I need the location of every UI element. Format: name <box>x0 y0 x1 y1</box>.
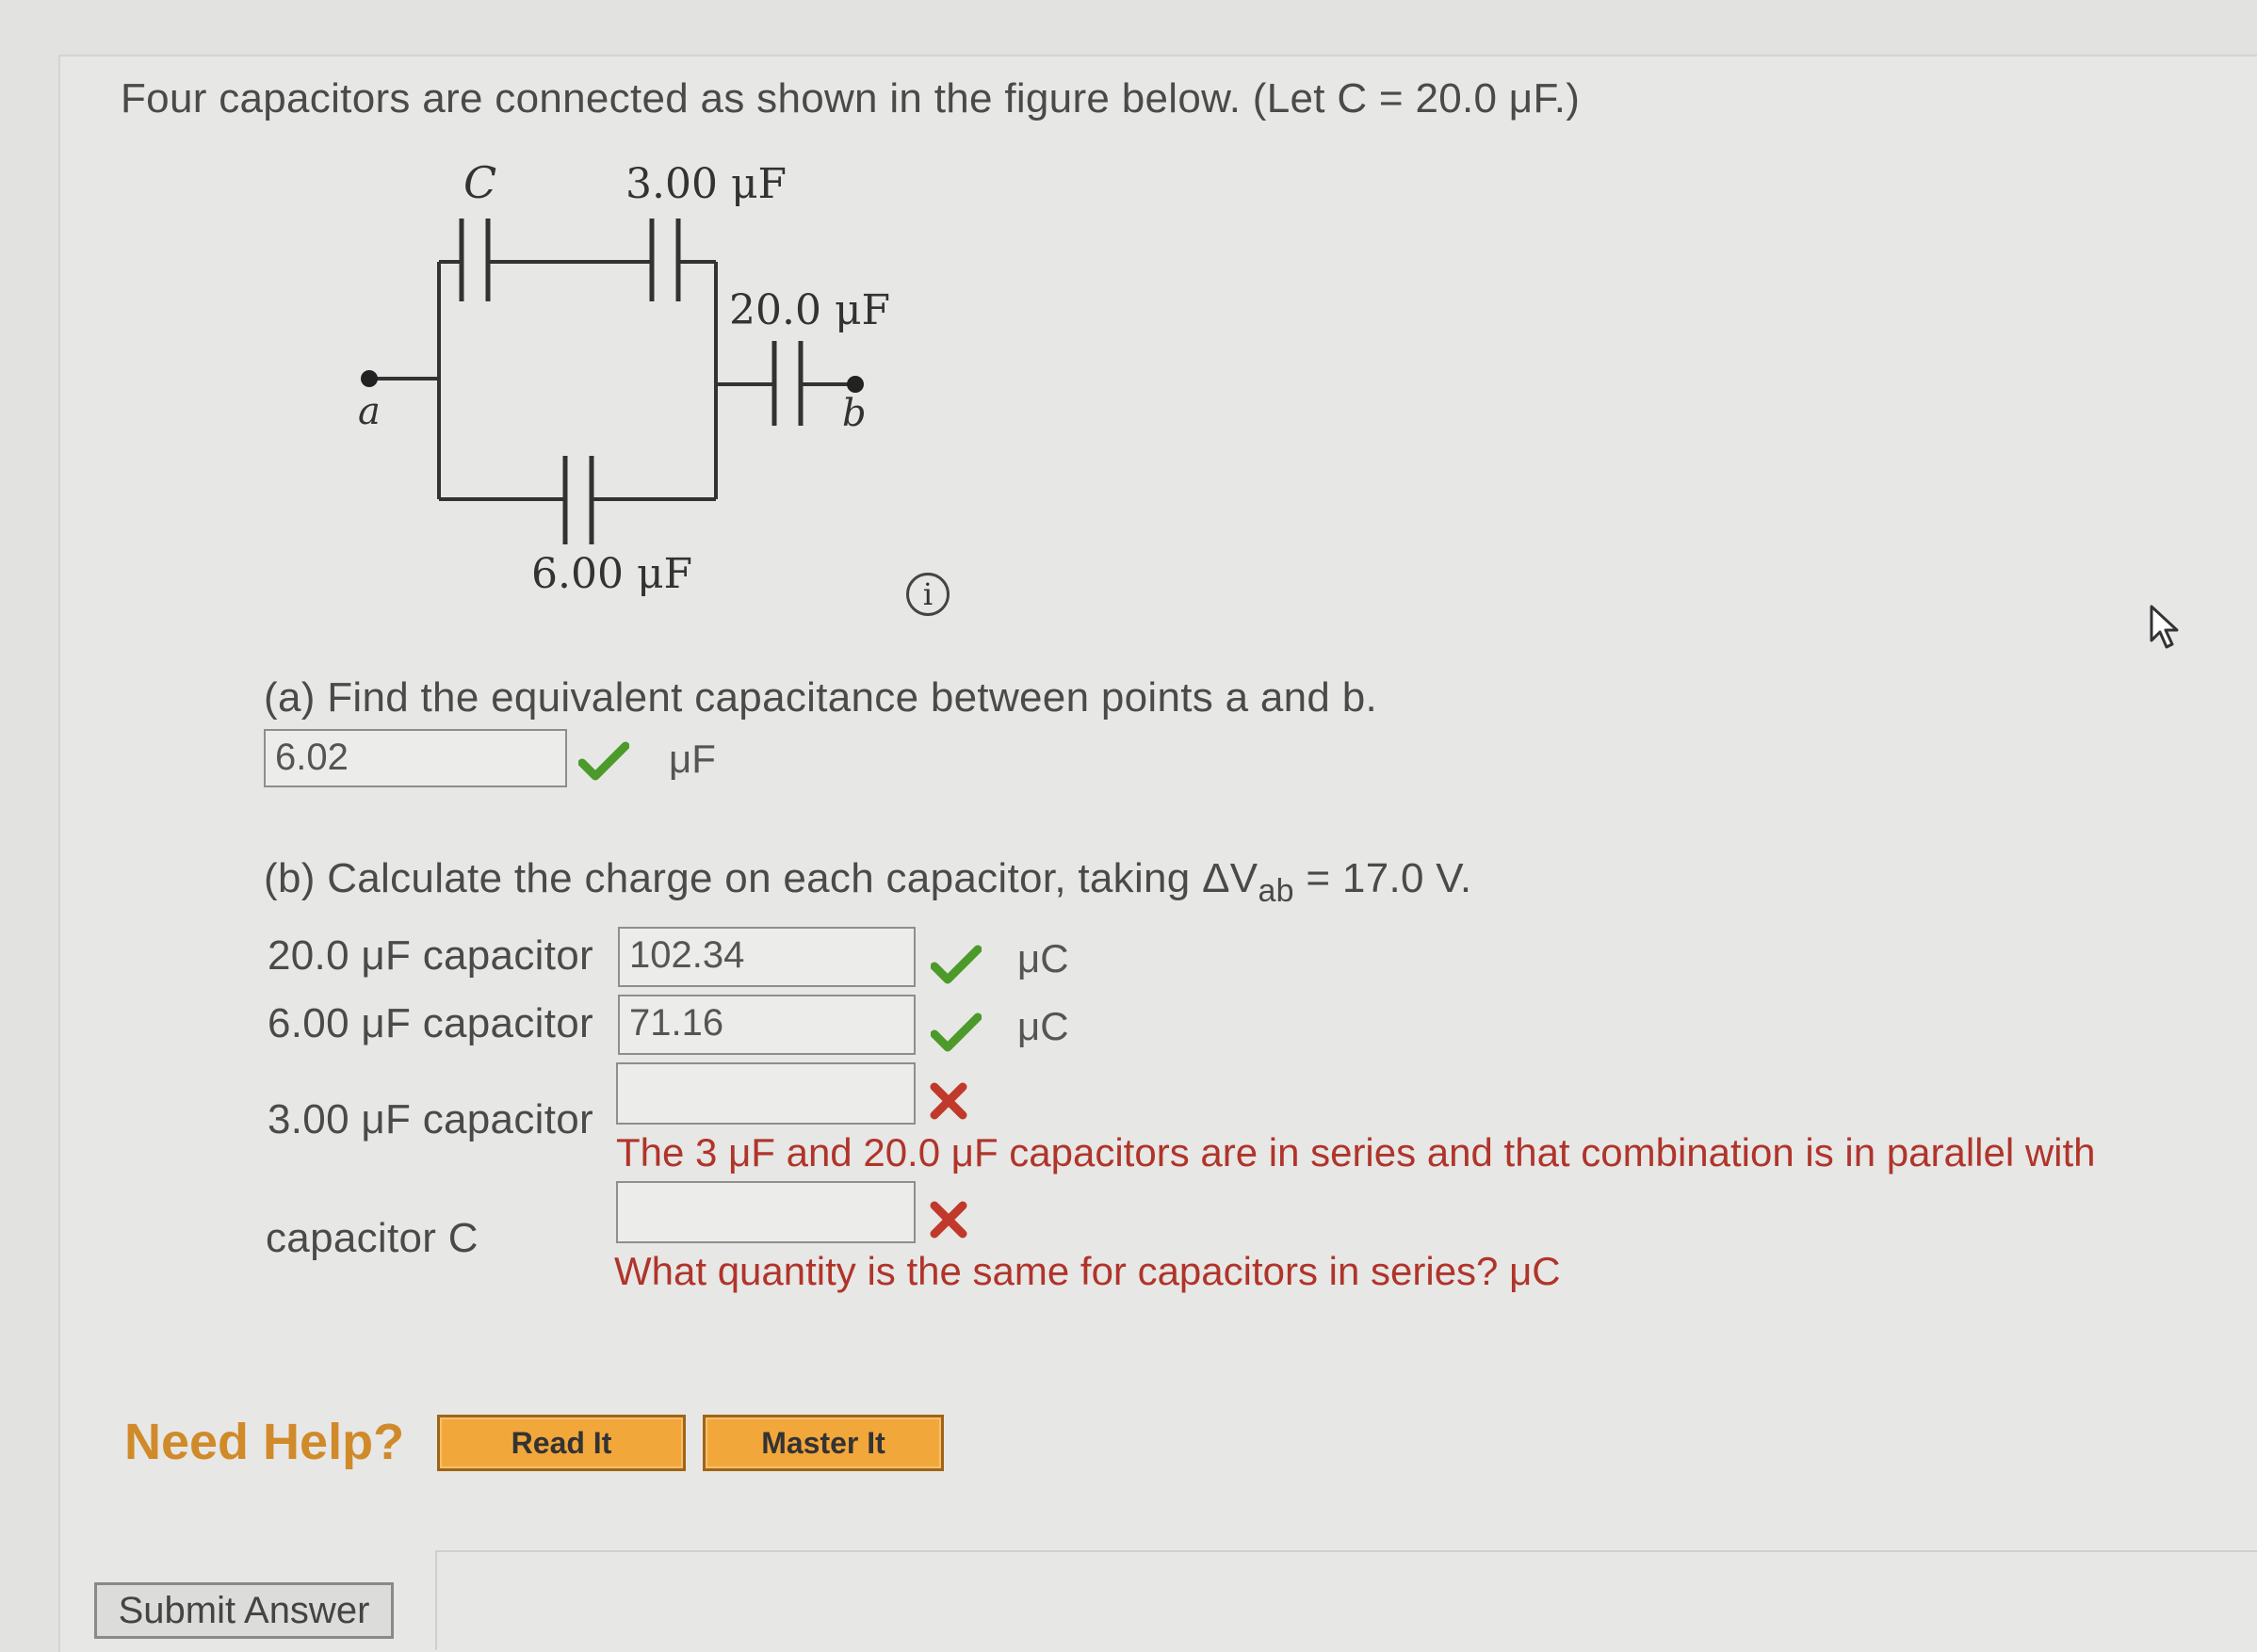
row-3uF-label: 3.00 μF capacitor <box>268 1096 593 1142</box>
row-20uF-unit: μC <box>1017 936 1069 980</box>
capacitor-20uF <box>774 341 801 426</box>
part-a-answer-value: 6.02 <box>275 737 349 778</box>
row-3uF-cross-icon <box>929 1081 968 1121</box>
row-20uF-checkmark-icon <box>931 944 982 985</box>
need-help-label: Need Help? <box>124 1414 405 1470</box>
submit-answer-label: Submit Answer <box>118 1589 370 1631</box>
question-intro: Four capacitors are connected as shown in the figure below. (Let C = 20.0 μF.) <box>121 75 1581 121</box>
capacitor-3uF <box>652 219 678 301</box>
row-6uF-label: 6.00 μF capacitor <box>268 1000 593 1046</box>
label-a: a <box>358 390 381 433</box>
capacitor-C <box>462 219 488 301</box>
part-b-prompt-subscript: ab <box>1258 872 1294 909</box>
info-icon[interactable] <box>906 573 950 616</box>
row-20uF-value: 102.34 <box>629 934 745 976</box>
read-it-button[interactable] <box>437 1415 686 1471</box>
row-3uF-input[interactable] <box>616 1062 916 1125</box>
row-C-label: capacitor C <box>266 1215 479 1261</box>
row-20uF-label: 20.0 μF capacitor <box>268 932 593 979</box>
row-6uF-input[interactable] <box>618 995 916 1055</box>
terminal-a <box>361 370 378 387</box>
info-icon-glyph: i <box>922 576 934 612</box>
label-20uF: 20.0 μF <box>729 286 891 334</box>
row-C-cross-icon <box>929 1200 968 1239</box>
part-b-prompt-prefix: (b) Calculate the charge on each capacitor, taking ΔV <box>264 855 1258 901</box>
label-b: b <box>842 392 867 435</box>
part-a-checkmark-icon <box>578 740 629 782</box>
read-it-label: Read It <box>511 1425 612 1460</box>
label-6uF: 6.00 μF <box>531 550 693 598</box>
part-a-answer-input[interactable] <box>264 729 567 787</box>
part-a-unit: μF <box>669 737 716 781</box>
row-6uF-value: 71.16 <box>629 1002 724 1044</box>
master-it-label: Master It <box>761 1425 885 1460</box>
terminal-b <box>847 376 864 393</box>
cursor-arrow-icon <box>2148 603 2185 652</box>
row-C-input[interactable] <box>616 1181 916 1243</box>
row-6uF-checkmark-icon <box>931 1012 982 1053</box>
submit-answer-button[interactable] <box>94 1582 394 1639</box>
capacitor-6uF <box>565 456 592 544</box>
row-C-feedback: What quantity is the same for capacitors in series? μC <box>614 1249 1561 1293</box>
row-20uF-input[interactable] <box>618 927 916 987</box>
circuit-diagram <box>339 141 923 612</box>
part-b-prompt-suffix: = 17.0 V. <box>1293 855 1472 901</box>
label-3uF: 3.00 μF <box>625 160 788 208</box>
row-3uF-feedback: The 3 μF and 20.0 μF capacitors are in series and that combination is in parallel with <box>616 1130 2096 1174</box>
part-a-prompt: (a) Find the equivalent capacitance between points a and b. <box>264 674 1378 721</box>
label-C: C <box>463 157 497 208</box>
bottom-field <box>435 1550 2257 1650</box>
row-6uF-unit: μC <box>1017 1004 1069 1048</box>
master-it-button[interactable] <box>703 1415 944 1471</box>
part-b-prompt <box>264 855 1471 910</box>
